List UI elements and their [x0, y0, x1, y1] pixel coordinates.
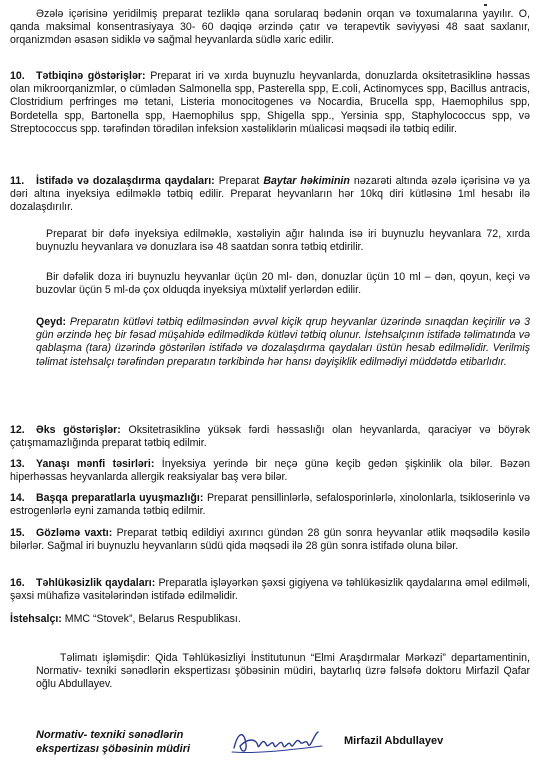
section-title: Başqa preparatlarla uyuşmazlığı:: [36, 492, 204, 504]
section-number: 14.: [10, 492, 25, 504]
section-11: [10, 175, 530, 215]
section-number: 12.: [10, 424, 25, 436]
signature-title-line-2: ekspertizası şöbəsinin müdiri: [36, 743, 191, 755]
manufacturer-label: İstehsalçı:: [10, 613, 62, 625]
section-14: [10, 492, 530, 518]
intro-paragraph: Əzələ içərisinə yeridilmiş preparat tezliklə qana sorularaq bədənin orqan və toxumalarına yayılır. O, qanda maksimal konsentrasiyaya 30- 60 dəqiqə ərzində çatır və terapevtik səviyyəsi 48 saat saxlanır, orqanizmdən əsasən sidiklə və sağmal heyvanlarda südlə xaric edilir.: [10, 8, 530, 47]
signature-title: [36, 728, 190, 756]
signature-title-line-1: Normativ- texniki sənədlərin: [36, 729, 184, 741]
section-title: Tətbiqinə göstərişlər:: [36, 70, 146, 82]
manufacturer-value: MMC “Stovek”, Belarus Respublikası.: [64, 613, 241, 625]
section-13: [10, 458, 530, 484]
section-text-pre: Preparat: [218, 175, 260, 187]
section-15: [10, 527, 530, 553]
section-title: Təhlükəsizlik qaydaları:: [36, 577, 156, 589]
section-number: 10.: [10, 70, 25, 82]
section-number: 15.: [10, 527, 25, 539]
section-number: 16.: [10, 577, 25, 589]
section-number: 13.: [10, 458, 25, 470]
section-title: Yanaşı mənfi təsirləri:: [36, 458, 155, 470]
section-text: İnyeksiya yerində bir neçə günə keçib gedən şişkinlik ola bilər. Bəzən hiperhəssas heyvanlarda allergik reaksiyalar baş verə bilər.: [10, 458, 530, 484]
section-text: Preparat pensillinlərlə, sefalosporinlərlə, xinolonlarla, tsikloserinlə və estrogenlərlə eyni zamanda tətbiq edilmir.: [10, 492, 530, 518]
section-text: Preparat iri və xırda buynuzlu heyvanlarda, donuzlarda oksitetrasiklinə həssas olan mikroorqanizmlər, o cümlədən Salmonella spp, Pasterella spp, E.coli, Actinomyces spp, Bacillus antracis, Clostridium perfringes mə tetani, Listeria monocitogenes və Nocardia, Brucella spp, Haemophilus spp, Bordetella spp, Bartonella spp, Haemophilus spp, Shigella spp., Yersinia spp, Staphylococcus spp, və Streptococcus spp. tərəfindən törədilən infeksion xəstəliklərin müalicəsi məqsədi ilə tətbiq edilir.: [10, 70, 530, 135]
section-10: [10, 70, 530, 136]
note-text: Preparatın kütləvi tətbiq edilməsindən əvvəl kiçik qrup heyvanlar üzərində sınaqdan keçirilir və 3 gün ərzində heç bir fəsad müşahidə edilmədikdə kütləvi tətbiq olunur. İstehsalçının istifadə təlimatında və qablaşma (tara) üzərində göstərilən istifadə və dozalaşdırma qaydaları üstün hesab edilməlidir. Verilmiş təlimat istehsalçı tərəfindən preparatın tərkibində hər hansı dəyişiklik edilmədiyi müddətdə etibarlıdır.: [36, 316, 530, 368]
section-11-paragraph-3: Bir dəfəlik doza iri buynuzlu heyvanlar üçün 20 ml- dən, donuzlar üçün 10 ml – dən, qoyun, keçi və buzovlar üçün 5 ml-də çox olduqda inyeksiya müxtəlif yerlərdən edilir.: [36, 271, 530, 297]
section-text: Preparat tətbiq edildiyi axırıncı gündən 28 gün sonra heyvanlar ətlik məqsədilə kəsilə bilərlər. Sağmal iri buynuzlu heyvanların südü qida məqsədi ilə 28 gün sonra istifadə oluna bilər.: [10, 527, 530, 553]
stray-mark: [484, 4, 487, 6]
section-11-note: [10, 316, 530, 369]
author-paragraph: Təlimatı işləmişdir: Qida Təhlükəsizliyi İnstitutunun “Elmi Araşdırmalar Mərkəzi” departamentinin, Normativ- texniki sənədlərin ekspertizası şöbəsinin müdiri, baytarlıq üzrə fəlsəfə doktoru Mirfazil Qafar oğlu Abdullayev.: [36, 652, 530, 691]
signatory-name: Mirfazil Abdullayev: [344, 735, 444, 747]
section-title: İstifadə və dozalaşdırma qaydaları:: [36, 175, 215, 187]
note-label: Qeyd:: [36, 316, 67, 328]
section-text-emphasis: Baytar həkiminin: [263, 175, 350, 187]
section-text: Oksitetrasiklinə yüksək fərdi həssaslığı olan heyvanlarda, qaraciyər və böyrək çatışmamazlığında preparat tətbiq edilmir.: [10, 424, 530, 450]
section-11-paragraph-2: Preparat bir dəfə inyeksiya edilməklə, xəstəliyin ağır halında isə iri buynuzlu heyvanlara 72, xırda buynuzlu heyvanlara və donuzlara isə 48 saatdan sonra tətbiq etdirilir.: [36, 228, 530, 254]
manufacturer-line: [10, 613, 530, 626]
section-text-post: nəzarəti altında əzələ içərisinə və ya dəri altına inyeksiya edilməklə tətbiq edilir. Preparat heyvanların hər 10kq diri kütləsinə 1ml hesabı ilə dozalaşdırılır.: [10, 175, 531, 214]
section-title: Əks göstərişlər:: [36, 424, 121, 436]
section-16: [10, 577, 530, 603]
section-12: [10, 424, 530, 450]
section-number: 11.: [10, 175, 25, 187]
section-title: Gözləmə vaxtı:: [36, 527, 113, 539]
section-text: Preparatla işləyərkən şəxsi gigiyena və təhlükəsizlik qaydalarına əməl edilməli, şəxsi mühafizə vasitələrindən istifadə edilməlidir.: [10, 577, 530, 603]
handwritten-signature: [228, 724, 328, 760]
